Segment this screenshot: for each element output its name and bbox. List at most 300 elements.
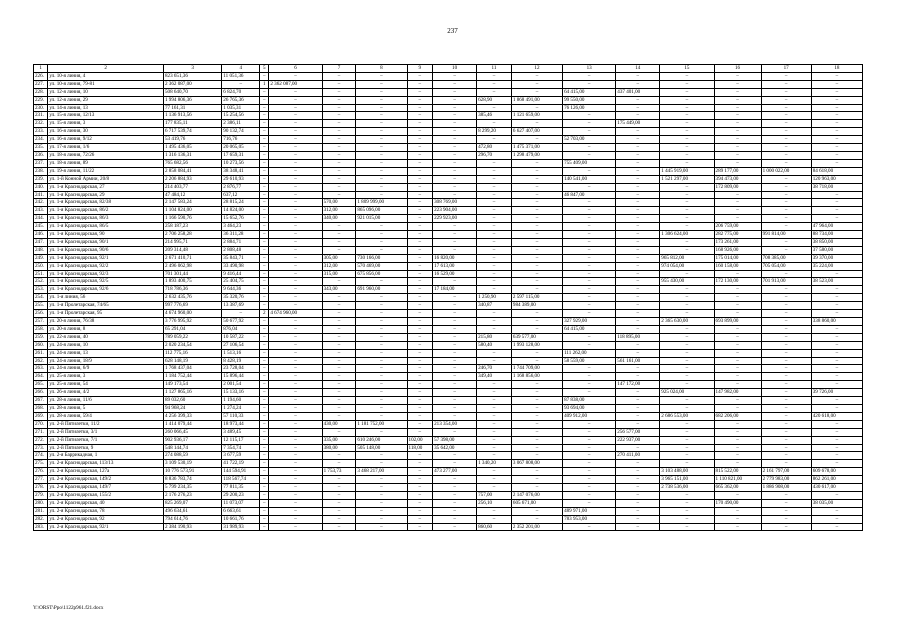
amount-cell: –	[563, 436, 616, 444]
amount-cell: –	[269, 515, 322, 523]
amount-cell: –	[616, 199, 660, 207]
amount-cell: –	[761, 428, 811, 436]
amount-cell: –	[477, 357, 512, 365]
amount-cell: –	[714, 80, 761, 88]
amount-cell: 718 786,36	[163, 286, 221, 294]
amount-cell: 862 261,00	[811, 476, 862, 484]
amount-cell: –	[714, 428, 761, 436]
table-row	[34, 389, 863, 397]
amount-cell: 865 096,00	[356, 207, 407, 215]
amount-cell: –	[660, 136, 714, 144]
amount-cell: –	[407, 404, 433, 412]
amount-cell: 147 172,00	[616, 381, 660, 389]
amount-cell: –	[511, 325, 562, 333]
table-row	[34, 191, 863, 199]
amount-cell: 682 206,00	[714, 412, 761, 420]
address-cell: ул. 26-я линия, 4/2	[48, 389, 164, 397]
amount-cell: 496 634,61	[163, 507, 221, 515]
amount-cell: –	[260, 428, 269, 436]
address-cell: ул. 2-я Краснодарская, 113/13	[48, 460, 164, 468]
amount-cell: –	[660, 325, 714, 333]
amount-cell: –	[660, 199, 714, 207]
amount-cell: –	[322, 341, 356, 349]
amount-cell: –	[511, 223, 562, 231]
register-table	[33, 64, 863, 531]
amount-cell: –	[269, 523, 322, 531]
table-row	[34, 491, 863, 499]
amount-cell: –	[761, 207, 811, 215]
row-number-cell: 279.	[34, 491, 48, 499]
amount-cell: 35 843,71	[222, 254, 260, 262]
amount-cell: 472,80	[477, 144, 512, 152]
amount-cell: –	[407, 238, 433, 246]
amount-cell: –	[322, 499, 356, 507]
row-number-cell: 276.	[34, 468, 48, 476]
amount-cell: 340,00	[322, 215, 356, 223]
row-number-cell: 245.	[34, 223, 48, 231]
amount-cell: –	[260, 128, 269, 136]
amount-cell: –	[407, 357, 433, 365]
amount-cell: –	[356, 389, 407, 397]
amount-cell: –	[811, 333, 862, 341]
amount-cell: –	[660, 491, 714, 499]
amount-cell: 610 246,00	[356, 436, 407, 444]
amount-cell: –	[322, 397, 356, 405]
address-cell: ул. 1-я Пролетарская, 74/65	[48, 302, 164, 310]
amount-cell: 701 913,00	[761, 278, 811, 286]
amount-cell: –	[260, 507, 269, 515]
amount-cell: –	[407, 223, 433, 231]
amount-cell: –	[269, 404, 322, 412]
address-cell: ул. 1-я Краснодарская, 92/5	[48, 278, 164, 286]
amount-cell: –	[761, 523, 811, 531]
address-cell: ул. 2-й Пятилетки, 3/1	[48, 428, 164, 436]
amount-cell: –	[563, 341, 616, 349]
amount-cell: 77 161,31	[163, 104, 221, 112]
amount-cell: 902 936,17	[163, 436, 221, 444]
amount-cell: –	[811, 325, 862, 333]
amount-cell: –	[563, 72, 616, 80]
amount-cell: 1 868 491,00	[511, 96, 562, 104]
column-header: 3	[163, 65, 221, 73]
amount-cell: 1 136 913,56	[163, 112, 221, 120]
amount-cell: 3 109 530,19	[163, 460, 221, 468]
amount-cell: –	[356, 294, 407, 302]
amount-cell: –	[322, 373, 356, 381]
table-row	[34, 167, 863, 175]
amount-cell: 2 176 276,23	[163, 491, 221, 499]
amount-cell: 7 354,74	[222, 444, 260, 452]
amount-cell: –	[477, 397, 512, 405]
amount-cell: –	[714, 333, 761, 341]
amount-cell: 26 765,36	[222, 96, 260, 104]
table-row	[34, 460, 863, 468]
amount-cell: –	[616, 167, 660, 175]
amount-cell: –	[260, 420, 269, 428]
amount-cell: –	[761, 436, 811, 444]
amount-cell: –	[616, 96, 660, 104]
amount-cell: –	[660, 80, 714, 88]
table-row	[34, 246, 863, 254]
amount-cell: –	[511, 428, 562, 436]
amount-cell: –	[322, 515, 356, 523]
amount-cell: –	[322, 144, 356, 152]
row-number-cell: 271.	[34, 428, 48, 436]
amount-cell: –	[356, 523, 407, 531]
amount-cell: –	[269, 175, 322, 183]
amount-cell: –	[660, 373, 714, 381]
amount-cell: –	[761, 80, 811, 88]
address-cell: ул. 1-я Краснодарская, 29	[48, 191, 164, 199]
amount-cell: –	[269, 444, 322, 452]
amount-cell: –	[407, 278, 433, 286]
address-cell: ул. 10-я линия, 4	[48, 72, 164, 80]
amount-cell: –	[269, 167, 322, 175]
amount-cell: 120 963,00	[811, 175, 862, 183]
amount-cell: –	[616, 223, 660, 231]
row-number-cell: 275.	[34, 460, 48, 468]
amount-cell: –	[714, 159, 761, 167]
amount-cell: 215,80	[477, 333, 512, 341]
amount-cell: –	[660, 246, 714, 254]
amount-cell: –	[477, 381, 512, 389]
amount-cell: 2 206 884,93	[163, 175, 221, 183]
amount-cell: 118 895,00	[616, 333, 660, 341]
amount-cell: 1 298 479,00	[511, 151, 562, 159]
amount-cell: 3 677,59	[222, 452, 260, 460]
amount-cell: 1 110 821,00	[714, 476, 761, 484]
amount-cell: –	[433, 96, 477, 104]
amount-cell: 90 132,74	[222, 128, 260, 136]
address-cell: ул. 24-я линия, 6/9	[48, 365, 164, 373]
amount-cell: –	[811, 120, 862, 128]
amount-cell: –	[761, 302, 811, 310]
amount-cell: 1 194,60	[222, 397, 260, 405]
amount-cell: 394 473,00	[714, 175, 761, 183]
row-number-cell: 227.	[34, 80, 48, 88]
row-number-cell: 262.	[34, 357, 48, 365]
amount-cell: –	[356, 365, 407, 373]
amount-cell: –	[811, 357, 862, 365]
amount-cell: –	[322, 80, 356, 88]
amount-cell: –	[563, 238, 616, 246]
amount-cell: –	[260, 341, 269, 349]
amount-cell: –	[477, 412, 512, 420]
amount-cell: –	[511, 397, 562, 405]
amount-cell: 296,70	[477, 151, 512, 159]
amount-cell: –	[433, 491, 477, 499]
amount-cell: –	[811, 515, 862, 523]
amount-cell: –	[407, 523, 433, 531]
amount-cell: –	[563, 183, 616, 191]
amount-cell: –	[407, 325, 433, 333]
amount-cell: –	[477, 72, 512, 80]
amount-cell: –	[433, 104, 477, 112]
amount-cell: –	[356, 412, 407, 420]
amount-cell: –	[616, 262, 660, 270]
address-cell: ул. 25-я линия, 54	[48, 381, 164, 389]
amount-cell: –	[407, 420, 433, 428]
amount-cell: –	[322, 389, 356, 397]
amount-cell: –	[477, 88, 512, 96]
amount-cell: –	[761, 444, 811, 452]
amount-cell: –	[811, 491, 862, 499]
amount-cell: –	[433, 238, 477, 246]
amount-cell: –	[260, 294, 269, 302]
amount-cell: –	[616, 523, 660, 531]
amount-cell: –	[269, 151, 322, 159]
table-row	[34, 80, 863, 88]
amount-cell: 1 121 659,00	[511, 112, 562, 120]
amount-cell: –	[511, 357, 562, 365]
address-cell: ул. 10-я линия, 79-81	[48, 80, 164, 88]
amount-cell: 37 580,00	[811, 246, 862, 254]
amount-cell: –	[356, 175, 407, 183]
amount-cell: 57 398,00	[433, 436, 477, 444]
address-cell: ул. 17-я линия, 1/6	[48, 144, 164, 152]
address-cell: ул. 1-я Краснодарская, 82/38	[48, 199, 164, 207]
row-number-cell: 265.	[34, 381, 48, 389]
amount-cell: 35 320,76	[222, 294, 260, 302]
address-cell: ул. 2-й Пятилетки, 11/2	[48, 420, 164, 428]
row-number-cell: 280.	[34, 499, 48, 507]
amount-cell: –	[511, 420, 562, 428]
amount-cell: –	[269, 270, 322, 278]
amount-cell: –	[511, 246, 562, 254]
amount-cell: –	[356, 428, 407, 436]
column-header: 4	[222, 65, 260, 73]
amount-cell: 327 929,00	[563, 318, 616, 326]
amount-cell: –	[433, 112, 477, 120]
amount-cell: –	[433, 373, 477, 381]
address-cell: ул. 22-я линия, 40	[48, 333, 164, 341]
amount-cell: –	[260, 270, 269, 278]
amount-cell: –	[356, 397, 407, 405]
row-number-cell: 256.	[34, 310, 48, 318]
amount-cell: –	[761, 183, 811, 191]
amount-cell: –	[356, 310, 407, 318]
amount-cell: 256 577,00	[616, 428, 660, 436]
amount-cell: 1 035,31	[222, 104, 260, 112]
amount-cell: –	[761, 412, 811, 420]
table-row	[34, 223, 863, 231]
amount-cell: 2 020 234,54	[163, 341, 221, 349]
amount-cell: –	[433, 151, 477, 159]
amount-cell: –	[269, 436, 322, 444]
amount-cell: –	[811, 294, 862, 302]
amount-cell: –	[433, 397, 477, 405]
amount-cell: –	[761, 507, 811, 515]
amount-cell: 730 166,00	[356, 254, 407, 262]
amount-cell: 172 809,00	[714, 183, 761, 191]
amount-cell: –	[477, 104, 512, 112]
amount-cell: 2 384 190,93	[163, 523, 221, 531]
amount-cell: –	[616, 302, 660, 310]
amount-cell: 349,40	[477, 373, 512, 381]
amount-cell: –	[811, 72, 862, 80]
amount-cell: –	[563, 523, 616, 531]
amount-cell: 28 815,24	[222, 199, 260, 207]
amount-cell: 177 835,11	[163, 120, 221, 128]
amount-cell: –	[563, 223, 616, 231]
amount-cell: 256,10	[477, 499, 512, 507]
amount-cell: 172 130,00	[714, 278, 761, 286]
amount-cell: –	[222, 80, 260, 88]
table-row	[34, 175, 863, 183]
amount-cell: –	[811, 128, 862, 136]
table-row	[34, 333, 863, 341]
table-row	[34, 404, 863, 412]
amount-cell: –	[407, 246, 433, 254]
amount-cell: –	[322, 231, 356, 239]
amount-cell: –	[269, 476, 322, 484]
amount-cell: –	[616, 365, 660, 373]
amount-cell: –	[761, 144, 811, 152]
amount-cell: –	[660, 349, 714, 357]
amount-cell: –	[260, 112, 269, 120]
amount-cell: –	[511, 404, 562, 412]
amount-cell: –	[660, 144, 714, 152]
amount-cell: –	[660, 452, 714, 460]
amount-cell: –	[511, 389, 562, 397]
amount-cell: –	[322, 428, 356, 436]
amount-cell: 260 066,45	[163, 428, 221, 436]
address-cell: ул. 28-я линия, 11/6	[48, 397, 164, 405]
address-cell: ул. 1-я Краснодарская, 92/2	[48, 262, 164, 270]
column-header: 13	[563, 65, 616, 73]
amount-cell: 25 404,75	[222, 278, 260, 286]
amount-cell: 505 148,00	[356, 444, 407, 452]
amount-cell: –	[260, 325, 269, 333]
amount-cell: –	[356, 460, 407, 468]
amount-cell: –	[511, 515, 562, 523]
amount-cell: 860,60	[477, 523, 512, 531]
amount-cell: –	[660, 460, 714, 468]
amount-cell: –	[563, 207, 616, 215]
amount-cell: –	[269, 389, 322, 397]
row-number-cell: 261.	[34, 349, 48, 357]
amount-cell: –	[714, 128, 761, 136]
row-number-cell: 230.	[34, 104, 48, 112]
amount-cell: –	[616, 499, 660, 507]
amount-cell: –	[660, 183, 714, 191]
amount-cell: –	[714, 515, 761, 523]
table-row	[34, 523, 863, 531]
column-header: 7	[322, 65, 356, 73]
amount-cell: –	[660, 151, 714, 159]
amount-cell: 409 912,00	[563, 412, 616, 420]
amount-cell: –	[322, 333, 356, 341]
amount-cell: –	[322, 365, 356, 373]
amount-cell: –	[356, 128, 407, 136]
amount-cell: –	[407, 136, 433, 144]
amount-cell: –	[477, 207, 512, 215]
amount-cell: –	[322, 183, 356, 191]
amount-cell: –	[322, 151, 356, 159]
amount-cell: –	[616, 104, 660, 112]
amount-cell: –	[269, 128, 322, 136]
amount-cell: –	[322, 191, 356, 199]
amount-cell: 1 893 400,75	[163, 278, 221, 286]
amount-cell: –	[269, 499, 322, 507]
amount-cell: –	[511, 104, 562, 112]
amount-cell: –	[322, 412, 356, 420]
amount-cell: –	[356, 151, 407, 159]
amount-cell: –	[477, 420, 512, 428]
address-cell: ул. 28-я линия, 5	[48, 404, 164, 412]
amount-cell: 665 362,00	[714, 484, 761, 492]
table-row	[34, 515, 863, 523]
address-cell: ул. 2-я Краснодарская, 149/2	[48, 476, 164, 484]
amount-cell: –	[477, 223, 512, 231]
amount-cell: –	[761, 112, 811, 120]
row-number-cell: 238.	[34, 167, 48, 175]
amount-cell: –	[660, 397, 714, 405]
amount-cell: –	[260, 231, 269, 239]
amount-cell: 921 015,00	[356, 215, 407, 223]
amount-cell: –	[761, 452, 811, 460]
column-header: 15	[660, 65, 714, 73]
amount-cell: 2 808,48	[222, 246, 260, 254]
amount-cell: 1 316 136,31	[163, 151, 221, 159]
amount-cell: 789 059,22	[163, 333, 221, 341]
amount-cell: 168 926,00	[714, 246, 761, 254]
amount-cell: –	[811, 80, 862, 88]
amount-cell: 705 054,00	[761, 262, 811, 270]
amount-cell: 340,87	[477, 302, 512, 310]
table-row	[34, 381, 863, 389]
amount-cell: –	[714, 191, 761, 199]
amount-cell: 380,00	[322, 444, 356, 452]
amount-cell: 84 618,00	[811, 167, 862, 175]
amount-cell: –	[433, 452, 477, 460]
amount-cell: –	[616, 144, 660, 152]
amount-cell: –	[407, 144, 433, 152]
amount-cell: 4 256 399,33	[163, 412, 221, 420]
amount-cell: –	[433, 349, 477, 357]
amount-cell: –	[269, 357, 322, 365]
amount-cell: 147 982,00	[714, 389, 761, 397]
amount-cell: 580,40	[477, 341, 512, 349]
address-cell: ул. 12-я линия, 29	[48, 96, 164, 104]
amount-cell: –	[477, 278, 512, 286]
amount-cell: –	[322, 310, 356, 318]
amount-cell: –	[563, 270, 616, 278]
table-row	[34, 444, 863, 452]
amount-cell: 605 671,00	[511, 499, 562, 507]
amount-cell: 64 415,00	[563, 325, 616, 333]
amount-cell: 33 490,98	[222, 262, 260, 270]
amount-cell: 974 054,00	[660, 262, 714, 270]
amount-cell: –	[811, 397, 862, 405]
amount-cell: –	[563, 215, 616, 223]
column-header: 11	[477, 65, 512, 73]
amount-cell: 420 618,00	[811, 412, 862, 420]
amount-cell: –	[811, 270, 862, 278]
row-number-cell: 273.	[34, 444, 48, 452]
row-number-cell: 257.	[34, 318, 48, 326]
amount-cell: –	[660, 428, 714, 436]
amount-cell: –	[356, 120, 407, 128]
amount-cell: –	[761, 499, 811, 507]
amount-cell: –	[811, 144, 862, 152]
amount-cell: 213 354,00	[433, 420, 477, 428]
amount-cell: –	[407, 389, 433, 397]
amount-cell: 17 659,31	[222, 151, 260, 159]
amount-cell: –	[260, 484, 269, 492]
amount-cell: –	[761, 270, 811, 278]
amount-cell: 52 703,00	[563, 136, 616, 144]
